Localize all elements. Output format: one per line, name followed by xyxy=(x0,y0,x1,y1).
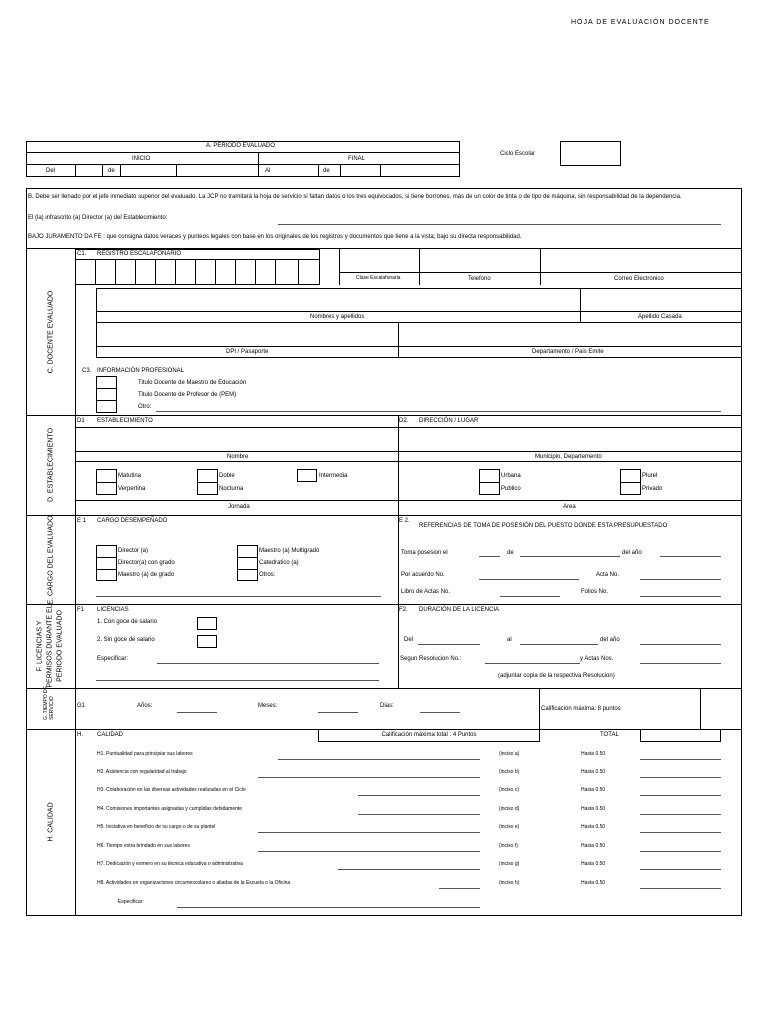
calidad-item-text: H4. Comisiones importantes asignadas y cumplidas debidamente xyxy=(97,806,243,812)
muni-label: Municipio, Departemento xyxy=(535,454,602,460)
ciclo-escolar-label: Ciclo Escolar xyxy=(500,151,536,157)
sin-goce-checkbox[interactable] xyxy=(197,635,217,648)
nocturna-label: Nocturna xyxy=(219,486,244,492)
director-label: El (la) infrascrito (a) Director (a) del Establecimiento: xyxy=(28,215,168,221)
de-label-1: de xyxy=(108,168,115,174)
libro-label: Libro de Actas No. xyxy=(401,589,451,595)
calidad-item-score[interactable] xyxy=(640,851,721,852)
resolucion-line[interactable] xyxy=(485,663,580,664)
catedratico-option: Catedratico (a) xyxy=(259,560,299,566)
lic-al-label: al xyxy=(507,637,512,643)
urbana-label: Urbana xyxy=(501,473,521,479)
nombre-label: Nombre xyxy=(227,454,249,460)
cargo-checkboxes-2[interactable] xyxy=(237,545,258,581)
calidad-item-inciso: (inciso d) xyxy=(499,806,520,812)
lic-especificar-line-1[interactable] xyxy=(157,663,379,664)
lic-ano-line[interactable] xyxy=(640,644,721,645)
h-max-label: Calificación máxima total : 4 Puntos xyxy=(381,732,477,738)
calidad-item-hasta: Hasta 0.50 xyxy=(581,843,606,849)
calidad-item-hasta: Hasta 0.50 xyxy=(581,787,606,793)
calidad-item-text: H2. Asistencia con regularidad al trabajo xyxy=(97,769,187,775)
section-e-side-label: E. CARGO DEL EVALUADO xyxy=(47,515,55,605)
calidad-item-hasta: Hasta 0.50 xyxy=(581,806,606,812)
h-especificar-label: Especificar: xyxy=(118,899,144,905)
calidad-item-line[interactable] xyxy=(258,851,480,852)
toma-year-line[interactable] xyxy=(660,556,721,557)
lic-ano-label: del año xyxy=(600,637,620,643)
multigrado-option: Maestro (a) Multigrado xyxy=(259,548,320,554)
opt-maestro: Titulo Docente de Maestro de Educación xyxy=(138,380,247,386)
telefono-label: Telefono xyxy=(468,276,491,282)
lic-especificar-label: Especificar: xyxy=(97,656,129,662)
calidad-item-hasta: Hasta 0.50 xyxy=(581,824,606,830)
intermedia-checkbox[interactable] xyxy=(297,469,317,482)
libro-line[interactable] xyxy=(500,596,560,597)
c3-label: C3. xyxy=(82,368,92,374)
calidad-item-inciso: (inciso c) xyxy=(499,787,520,793)
actas-line[interactable] xyxy=(640,663,721,664)
licencias-label: LICENCIAS xyxy=(97,607,129,613)
matutina-label: Matutina xyxy=(118,473,142,479)
d1-label: D1 xyxy=(77,418,85,424)
periodo-title: A. PERIODO EVALUADO xyxy=(206,143,275,149)
calidad-item-score[interactable] xyxy=(640,869,721,870)
dir-label: DIRECCIÓN / LUGAR xyxy=(419,418,479,424)
section-g-side-label-2: SERVICIO xyxy=(49,696,55,720)
anos-line[interactable] xyxy=(177,712,217,713)
calidad-item-text: H3. Colaboración en las diversas actividades realizadas en el Ciclo xyxy=(97,787,246,793)
calidad-item-hasta: Hasta 0.50 xyxy=(581,751,606,757)
otro-line[interactable] xyxy=(156,411,721,412)
doble-label: Doble xyxy=(219,473,235,479)
section-g-side-label-1: G. TIEMPO DE xyxy=(43,685,49,720)
calidad-item-hasta: Hasta 0.50 xyxy=(581,861,606,867)
calidad-item-score[interactable] xyxy=(640,795,721,796)
toma-de-label: de xyxy=(507,550,514,556)
calidad-item-score[interactable] xyxy=(640,888,721,889)
dpi-label: DPI / Pasaporte xyxy=(226,349,269,355)
de-label-2: de xyxy=(323,168,330,174)
h-especificar-line[interactable] xyxy=(177,907,480,908)
calidad-item-line[interactable] xyxy=(358,814,480,815)
calidad-item-line[interactable] xyxy=(258,777,480,778)
f1-label: F1 xyxy=(77,607,85,613)
inicio-label: INICIO xyxy=(132,156,151,162)
meses-line[interactable] xyxy=(318,712,358,713)
c1-label: C1. xyxy=(77,251,87,257)
vespertina-label: Verpertina xyxy=(118,486,146,492)
toma-month-line[interactable] xyxy=(520,556,620,557)
otros-option: Otros: xyxy=(259,572,276,578)
publico-label: Publico xyxy=(501,486,521,492)
e1-label: E 1 xyxy=(77,518,87,524)
calidad-item-inciso: (inciso g) xyxy=(499,861,520,867)
toma-day-line[interactable] xyxy=(479,556,500,557)
calidad-item-score[interactable] xyxy=(640,777,721,778)
y-actas-label: y Actas Nos. xyxy=(580,656,614,662)
maestro-grado-option: Maestro (a) de grado xyxy=(118,572,175,578)
calidad-item-inciso: (inciso h) xyxy=(499,880,520,886)
calidad-item-text: H1. Puntualidad para principiar sus labores xyxy=(97,751,193,757)
toma-label: Toma posesion el xyxy=(401,550,448,556)
con-goce-label: 1. Con goce de salario xyxy=(97,619,158,625)
correo-label: Correo Electronico xyxy=(614,276,664,282)
calidad-item-text: H8. Actividades en organizaciones circumescolares o aliadas de la Escuela o la Oficina xyxy=(97,880,291,886)
info-checkboxes[interactable] xyxy=(96,376,117,413)
jornada-label: Jornada xyxy=(228,504,250,510)
lic-del-line[interactable] xyxy=(418,644,480,645)
section-h-side-label: H. CALIDAD xyxy=(47,802,55,842)
dias-label: Dias: xyxy=(380,703,394,709)
calidad-item-text: H6. Tiempo extra brindado en sus labores xyxy=(97,843,190,849)
calidad-item-text: H7. Dedicación y esmero en su técnica educativa o administrativa xyxy=(97,861,243,867)
e2-label: E 2. xyxy=(399,518,410,524)
folios-line[interactable] xyxy=(640,596,721,597)
meses-label: Meses: xyxy=(258,703,278,709)
acuerdo-line[interactable] xyxy=(479,579,579,580)
lic-especificar-line-2[interactable] xyxy=(96,680,379,681)
duracion-label: DURACIÓN DE LA LICENCIA xyxy=(419,607,500,613)
opt-otro: Otro: xyxy=(138,404,152,410)
con-goce-checkbox[interactable] xyxy=(197,617,217,630)
director-grado-option: Director(a) con grado xyxy=(118,560,175,566)
estab-label: ESTABLECIMIENTO xyxy=(97,418,153,424)
section-b-instructions: B. Debe ser llenado por el jefe inmediato superior del evaluado. La JCP no tramitará la hoja de servicio si faltan datos o los tres equivocados, si tiene borrones, más de un color de tinta o de tipo de máquina, sin responsabilidad de la dependencia. xyxy=(28,194,682,200)
director-option: Director (a) xyxy=(118,548,149,554)
acuerdo-label: Por acuerdo No. xyxy=(401,572,445,578)
cargo-checkboxes-1[interactable] xyxy=(96,545,117,581)
calidad-item-inciso: (inciso f) xyxy=(499,843,518,849)
del-label: Del xyxy=(46,168,56,174)
al-label: Al xyxy=(265,168,271,174)
calidad-item-line[interactable] xyxy=(439,888,480,889)
calidad-item-inciso: (inciso e) xyxy=(499,824,520,830)
registro-label: REGISTRO ESCALAFONARIO xyxy=(97,251,182,257)
anos-label: Años: xyxy=(137,703,153,709)
final-label: FINAL xyxy=(348,156,366,162)
section-c-side-label: C. DOCENTE EVALUADO xyxy=(47,290,55,374)
calidad-item-hasta: Hasta 0.50 xyxy=(581,769,606,775)
section-f-side-label-1: F. LICENCIAS Y xyxy=(36,620,44,672)
acta-label: Acta No. xyxy=(596,572,620,578)
ciclo-escolar-box[interactable] xyxy=(560,141,621,166)
lic-del-label: Del xyxy=(404,637,414,643)
segun-label: Segun Resolucion No.: xyxy=(400,656,462,662)
section-d-side-label: D. ESTABLECIMIENTO xyxy=(47,427,55,503)
plurel-label: Plurel xyxy=(642,473,658,479)
calidad-item-line[interactable] xyxy=(338,869,480,870)
intermedia-label: Intermedia xyxy=(319,473,348,479)
calidad-item-line[interactable] xyxy=(278,759,480,760)
h-total-label: TOTAL xyxy=(600,732,619,738)
lic-al-line[interactable] xyxy=(520,644,598,645)
nombres-label: Nombres y apellidos xyxy=(310,314,365,320)
g1-label: G1 xyxy=(77,703,86,709)
sin-goce-label: 2. Sin goce de salario xyxy=(97,637,155,643)
depto-label: Departamento / Pais Emite xyxy=(532,349,604,355)
dias-line[interactable] xyxy=(420,712,460,713)
section-f-side-label-3: PERIODO EVALUADO xyxy=(56,610,64,682)
h-total-box[interactable] xyxy=(640,729,721,742)
ref-label: REFERENCIAS DE TOMA DE POSESIÓN DEL PUESTO DONDE ESTA PRESUPUESTADO xyxy=(419,523,668,529)
cargo-label: CARGO DESEMPEÑADO xyxy=(97,518,168,524)
calidad-item-inciso: (inciso b) xyxy=(499,769,520,775)
calidad-item-inciso: (inciso a) xyxy=(499,751,520,757)
calidad-item-hasta: Hasta 0.50 xyxy=(581,880,606,886)
g-max-label: Calificación máxima: 8 puntos xyxy=(541,706,621,712)
calidad-item-line[interactable] xyxy=(358,795,480,796)
calidad-item-score[interactable] xyxy=(640,759,721,760)
document-title: HOJA DE EVALUACIÓN DOCENTE xyxy=(571,19,710,26)
area-label: Area xyxy=(563,504,576,510)
folios-label: Folios No. xyxy=(581,589,609,595)
director-name-line[interactable] xyxy=(278,224,721,225)
info-label: INFORMACIÓN PROFESIONAL xyxy=(97,368,185,374)
clase-label: Clase Escalafonaria xyxy=(356,275,401,281)
calidad-item-score[interactable] xyxy=(640,814,721,815)
toma-ano-label: del año xyxy=(622,550,642,556)
casada-label: Apellido Casada xyxy=(638,314,682,320)
f2-label: F2. xyxy=(399,607,408,613)
juramento-text: BAJO JURAMENTO DA FE : que consigna datos veraces y punteos legales con base en los originales de los registros y documentos que tiene a la vista; bajo su directa responsabilidad. xyxy=(28,234,522,240)
cargo-otros-line[interactable] xyxy=(96,596,381,597)
h-label: H. xyxy=(77,732,83,738)
calidad-item-score[interactable] xyxy=(640,832,721,833)
section-f-side-label-2: PERMISOS DURANTE EL xyxy=(46,604,54,688)
privado-label: Privado xyxy=(642,486,663,492)
calidad-item-text: H5. Iniciativa en beneficio de su cargo o de su plantel xyxy=(97,824,216,830)
opt-profesor: Titulo Docente de Profesor de (PEM) xyxy=(138,392,237,398)
calidad-item-line[interactable] xyxy=(258,832,480,833)
acta-line[interactable] xyxy=(640,579,721,580)
calidad-label: CALIDAD xyxy=(97,732,124,738)
adjuntar-note: (adjuntar copia de la respectiva Resolucion) xyxy=(498,673,615,679)
d2-label: D2. xyxy=(399,418,409,424)
